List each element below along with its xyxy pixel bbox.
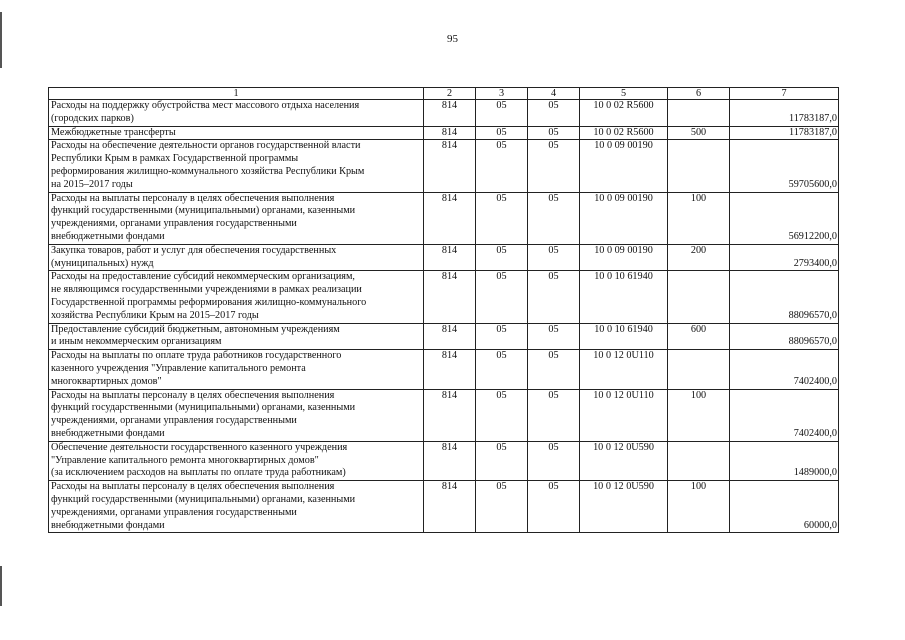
item-name-line: Расходы на обеспечение деятельности органов государственной власти: [51, 140, 361, 152]
cell-subsection-code: 05: [528, 481, 580, 533]
cell-target-article: 10 0 02 R5600: [580, 126, 668, 140]
item-name-line: Обеспечение деятельности государственного казенного учреждения: [51, 441, 348, 453]
column-header: 7: [730, 88, 839, 100]
cell-amount: 88096570,0: [730, 271, 839, 323]
cell-item-name: [49, 244, 424, 271]
cell-section-code: 05: [476, 441, 528, 480]
cell-amount: 88096570,0: [730, 323, 839, 350]
cell-target-article: 10 0 12 0U110: [580, 389, 668, 441]
cell-item-name: [49, 192, 424, 244]
item-name-line: многоквартирных домов": [51, 375, 162, 387]
column-header: 3: [476, 88, 528, 100]
cell-item-name: [49, 271, 424, 323]
item-name-line: Расходы на выплаты по оплате труда работников государственного: [51, 350, 342, 362]
cell-section-code: 05: [476, 192, 528, 244]
cell-chapter-code: 814: [424, 126, 476, 140]
cell-subsection-code: 05: [528, 100, 580, 127]
cell-subsection-code: 05: [528, 192, 580, 244]
cell-target-article: 10 0 10 61940: [580, 323, 668, 350]
item-name-line: казенного учреждения "Управление капитального ремонта: [51, 362, 306, 374]
item-name-line: Расходы на выплаты персоналу в целях обеспечения выполнения: [51, 389, 335, 401]
table-row: [49, 244, 839, 271]
item-name-line: и иным некоммерческим организациям: [51, 336, 222, 348]
cell-chapter-code: 814: [424, 192, 476, 244]
cell-section-code: 05: [476, 126, 528, 140]
cell-item-name: [49, 350, 424, 389]
table-row: [49, 481, 839, 533]
column-header: 5: [580, 88, 668, 100]
cell-subsection-code: 05: [528, 389, 580, 441]
column-header: 2: [424, 88, 476, 100]
cell-section-code: 05: [476, 100, 528, 127]
cell-chapter-code: 814: [424, 140, 476, 192]
cell-item-name: [49, 323, 424, 350]
item-name-line: не являющимся государственными учреждениями в рамках реализации: [51, 284, 362, 296]
cell-amount: 7402400,0: [730, 350, 839, 389]
cell-expense-type: 200: [668, 244, 730, 271]
column-header: 1: [49, 88, 424, 100]
cell-section-code: 05: [476, 140, 528, 192]
cell-chapter-code: 814: [424, 271, 476, 323]
cell-expense-type: 500: [668, 126, 730, 140]
table-row: [49, 271, 839, 323]
table-row: [49, 126, 839, 140]
cell-expense-type: 600: [668, 323, 730, 350]
cell-target-article: 10 0 02 R5600: [580, 100, 668, 127]
cell-chapter-code: 814: [424, 100, 476, 127]
cell-section-code: 05: [476, 350, 528, 389]
cell-expense-type: [668, 271, 730, 323]
table-row: [49, 389, 839, 441]
cell-target-article: 10 0 09 00190: [580, 192, 668, 244]
cell-expense-type: 100: [668, 481, 730, 533]
item-name-line: Расходы на поддержку обустройства мест массового отдыха населения: [51, 100, 360, 111]
item-name-line: Межбюджетные трансферты: [51, 126, 176, 138]
item-name-line: "Управление капитального ремонта многоквартирных домов": [51, 454, 319, 466]
budget-table: [48, 87, 839, 533]
cell-item-name: [49, 481, 424, 533]
item-name-line: учреждениями, органами управления государственными: [51, 218, 297, 230]
page-number: 95: [447, 33, 458, 45]
item-name-line: Республики Крым в рамках Государственной программы: [51, 153, 299, 165]
cell-chapter-code: 814: [424, 441, 476, 480]
table-row: [49, 441, 839, 480]
cell-chapter-code: 814: [424, 389, 476, 441]
cell-target-article: 10 0 12 0U590: [580, 481, 668, 533]
item-name-line: Расходы на выплаты персоналу в целях обеспечения выполнения: [51, 192, 335, 204]
cell-expense-type: [668, 441, 730, 480]
column-header: 4: [528, 88, 580, 100]
table-row: [49, 140, 839, 192]
cell-expense-type: 100: [668, 389, 730, 441]
cell-chapter-code: 814: [424, 323, 476, 350]
cell-amount: 2793400,0: [730, 244, 839, 271]
cell-target-article: 10 0 10 61940: [580, 271, 668, 323]
cell-amount: 11783187,0: [730, 100, 839, 127]
cell-item-name: [49, 140, 424, 192]
column-header: 6: [668, 88, 730, 100]
item-name-line: внебюджетными фондами: [51, 519, 165, 531]
cell-amount: 11783187,0: [730, 126, 839, 140]
cell-item-name: [49, 389, 424, 441]
cell-chapter-code: 814: [424, 350, 476, 389]
cell-amount: 56912200,0: [730, 192, 839, 244]
cell-expense-type: [668, 100, 730, 127]
item-name-line: Расходы на выплаты персоналу в целях обеспечения выполнения: [51, 481, 335, 493]
cell-amount: 59705600,0: [730, 140, 839, 192]
cell-subsection-code: 05: [528, 271, 580, 323]
table-row: [49, 323, 839, 350]
cell-target-article: 10 0 09 00190: [580, 140, 668, 192]
item-name-line: функций государственными (муниципальными) органами, казенными: [51, 402, 356, 414]
item-name-line: внебюджетными фондами: [51, 427, 165, 439]
cell-target-article: 10 0 12 0U590: [580, 441, 668, 480]
cell-item-name: [49, 441, 424, 480]
item-name-line: реформирования жилищно-коммунального хозяйства Республики Крым: [51, 165, 365, 177]
item-name-line: учреждениями, органами управления государственными: [51, 415, 297, 427]
table-row: [49, 100, 839, 127]
cell-amount: 1489000,0: [730, 441, 839, 480]
cell-item-name: [49, 100, 424, 127]
cell-section-code: 05: [476, 271, 528, 323]
item-name-line: Расходы на предоставление субсидий некоммерческим организациям,: [51, 271, 355, 283]
cell-expense-type: [668, 140, 730, 192]
cell-amount: 7402400,0: [730, 389, 839, 441]
cell-target-article: 10 0 12 0U110: [580, 350, 668, 389]
item-name-line: на 2015–2017 годы: [51, 178, 133, 190]
item-name-line: (городских парков): [51, 112, 134, 124]
table-body: [49, 100, 839, 533]
cell-expense-type: [668, 350, 730, 389]
item-name-line: учреждениями, органами управления государственными: [51, 506, 297, 518]
item-name-line: (за исключением расходов на выплаты по оплате труда работникам): [51, 467, 346, 479]
cell-subsection-code: 05: [528, 441, 580, 480]
item-name-line: (муниципальных) нужд: [51, 257, 154, 269]
cell-expense-type: 100: [668, 192, 730, 244]
item-name-line: функций государственными (муниципальными) органами, казенными: [51, 205, 356, 217]
item-name-line: функций государственными (муниципальными) органами, казенными: [51, 493, 356, 505]
cell-amount: 60000,0: [730, 481, 839, 533]
scan-edge-mark-bottom: [0, 566, 2, 606]
item-name-line: внебюджетными фондами: [51, 230, 165, 242]
item-name-line: Государственной программы реформирования жилищно-коммунального: [51, 296, 367, 308]
item-name-line: Закупка товаров, работ и услуг для обеспечения государственных: [51, 244, 337, 256]
item-name-line: Предоставление субсидий бюджетным, автономным учреждениям: [51, 323, 340, 335]
cell-section-code: 05: [476, 389, 528, 441]
item-name-line: хозяйства Республики Крым на 2015–2017 годы: [51, 309, 259, 321]
cell-subsection-code: 05: [528, 244, 580, 271]
cell-chapter-code: 814: [424, 481, 476, 533]
table-row: [49, 192, 839, 244]
cell-target-article: 10 0 09 00190: [580, 244, 668, 271]
table-row: [49, 350, 839, 389]
cell-chapter-code: 814: [424, 244, 476, 271]
table-header-row: [49, 88, 839, 100]
cell-subsection-code: 05: [528, 126, 580, 140]
cell-subsection-code: 05: [528, 323, 580, 350]
cell-subsection-code: 05: [528, 350, 580, 389]
cell-section-code: 05: [476, 244, 528, 271]
cell-subsection-code: 05: [528, 140, 580, 192]
cell-section-code: 05: [476, 323, 528, 350]
cell-section-code: 05: [476, 481, 528, 533]
cell-item-name: [49, 126, 424, 140]
